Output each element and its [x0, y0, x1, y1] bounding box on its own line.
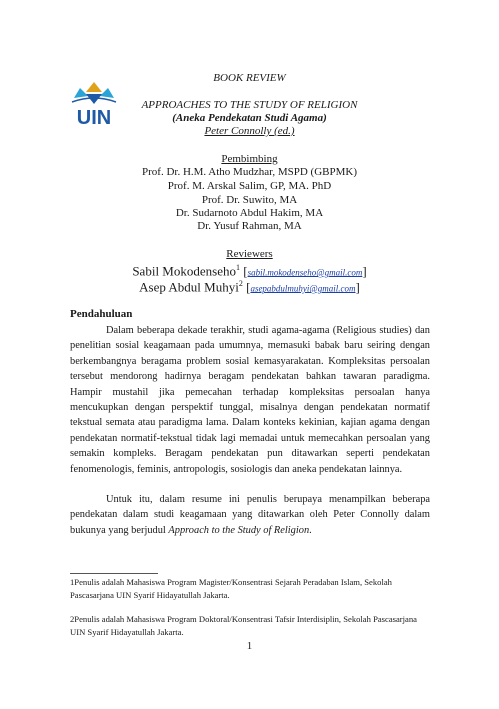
pembimbing-name: Prof. Dr. H.M. Atho Mudzhar, MSPD (GBPMK): [142, 166, 357, 178]
pembimbing-heading: Pembimbing: [221, 153, 278, 165]
pembimbing-name: Prof. Dr. Suwito, MA: [201, 194, 298, 206]
book-title: APPROACHES TO THE STUDY OF RELIGION: [141, 99, 358, 111]
book-editor: Peter Connolly (ed.): [204, 125, 295, 137]
section-heading: Pendahuluan: [70, 308, 133, 320]
reviewer-footnote-mark: 2: [238, 279, 243, 288]
reviewer-line: Asep Abdul Muhyi$^2$ [asepabdulmuhyi@gmail.com]: [139, 279, 360, 295]
intro-paragraph-2: [70, 492, 430, 538]
intro-paragraph-1: [70, 323, 430, 477]
reviewer-name: Sabil Mokodenseho: [132, 263, 236, 279]
reviewer-email-link[interactable]: sabil.mokodenseho@gmail.com: [247, 267, 363, 278]
paragraph-end: .: [309, 524, 312, 536]
pembimbing-name: Dr. Sudarnoto Abdul Hakim, MA: [175, 207, 324, 219]
book-subtitle: (Aneka Pendekatan Studi Agama): [172, 112, 327, 124]
reviewer-email-link[interactable]: asepabdulmuhyi@gmail.com: [250, 283, 356, 294]
reviewer-footnote-mark: 1: [235, 263, 240, 272]
reviewer-line: Sabil Mokodenseho$^1$ [sabil.mokodenseho@gmail.com]: [132, 263, 367, 279]
reviewers-heading: Reviewers: [226, 248, 273, 260]
paragraph-text: Untuk itu, dalam resume ini penulis berupaya menampilkan beberapa pendekatan dalam studi keagamaan yang ditawarkan oleh Peter Connolly dalam bukunya yang berjudul: [70, 494, 430, 536]
book-review-label: BOOK REVIEW: [213, 72, 286, 84]
footnote-2: 2Penulis adalah Mahasiswa Program Doktoral/Konsentrasi Tafsir Interdisiplin, Sekolah Pascasarjana UIN Syarif Hidayatullah Jakarta.: [70, 614, 417, 637]
footnote-divider: [70, 573, 158, 574]
pembimbing-name: Prof. M. Arskal Salim, GP, MA. PhD: [167, 180, 332, 192]
logo-text: UIN: [76, 107, 112, 129]
reviewer-name: Asep Abdul Muhyi: [139, 279, 239, 295]
pembimbing-name: Dr. Yusuf Rahman, MA: [197, 220, 302, 232]
page-number: 1: [246, 640, 253, 652]
book-reference: Approach to the Study of Religion: [168, 524, 310, 536]
footnote-1: 1Penulis adalah Mahasiswa Program Magister/Konsentrasi Sejarah Peradaban Islam, Sekolah Pascasarjana UIN Syarif Hidayatullah Jakarta.: [70, 577, 392, 600]
paragraph-text: Dalam beberapa dekade terakhir, studi agama-agama (Religious studies) dan penelitian sosial keagamaan pada umumnya, memasuki babak baru seiring dengan berkembangnya beragama problem sosial kemasyarakatan. Kompleksitas persoalan tersebut mendorong hadirnya beragam pendekatan bahkan tawaran paradigma. Hampir mustahil jika pemecahan terhadap kompleksitas persoalan hanya mencukupkan dengan perspektif tunggal, misalnya dengan pendekatan normatif tekstual semata atau paradigma lama. Dalam konteks kekinian, kajian agama dengan pendekatan normatif-tekstual tidak lagi memadai untuk memecahkan persoalan yang semakin kompleks. Beragam pendekatan pun ditawarkan seperti pendekatan fenomenologis, feminis, antropologis, sosiologis dan aneka pendekatan lainnya.: [70, 325, 430, 475]
